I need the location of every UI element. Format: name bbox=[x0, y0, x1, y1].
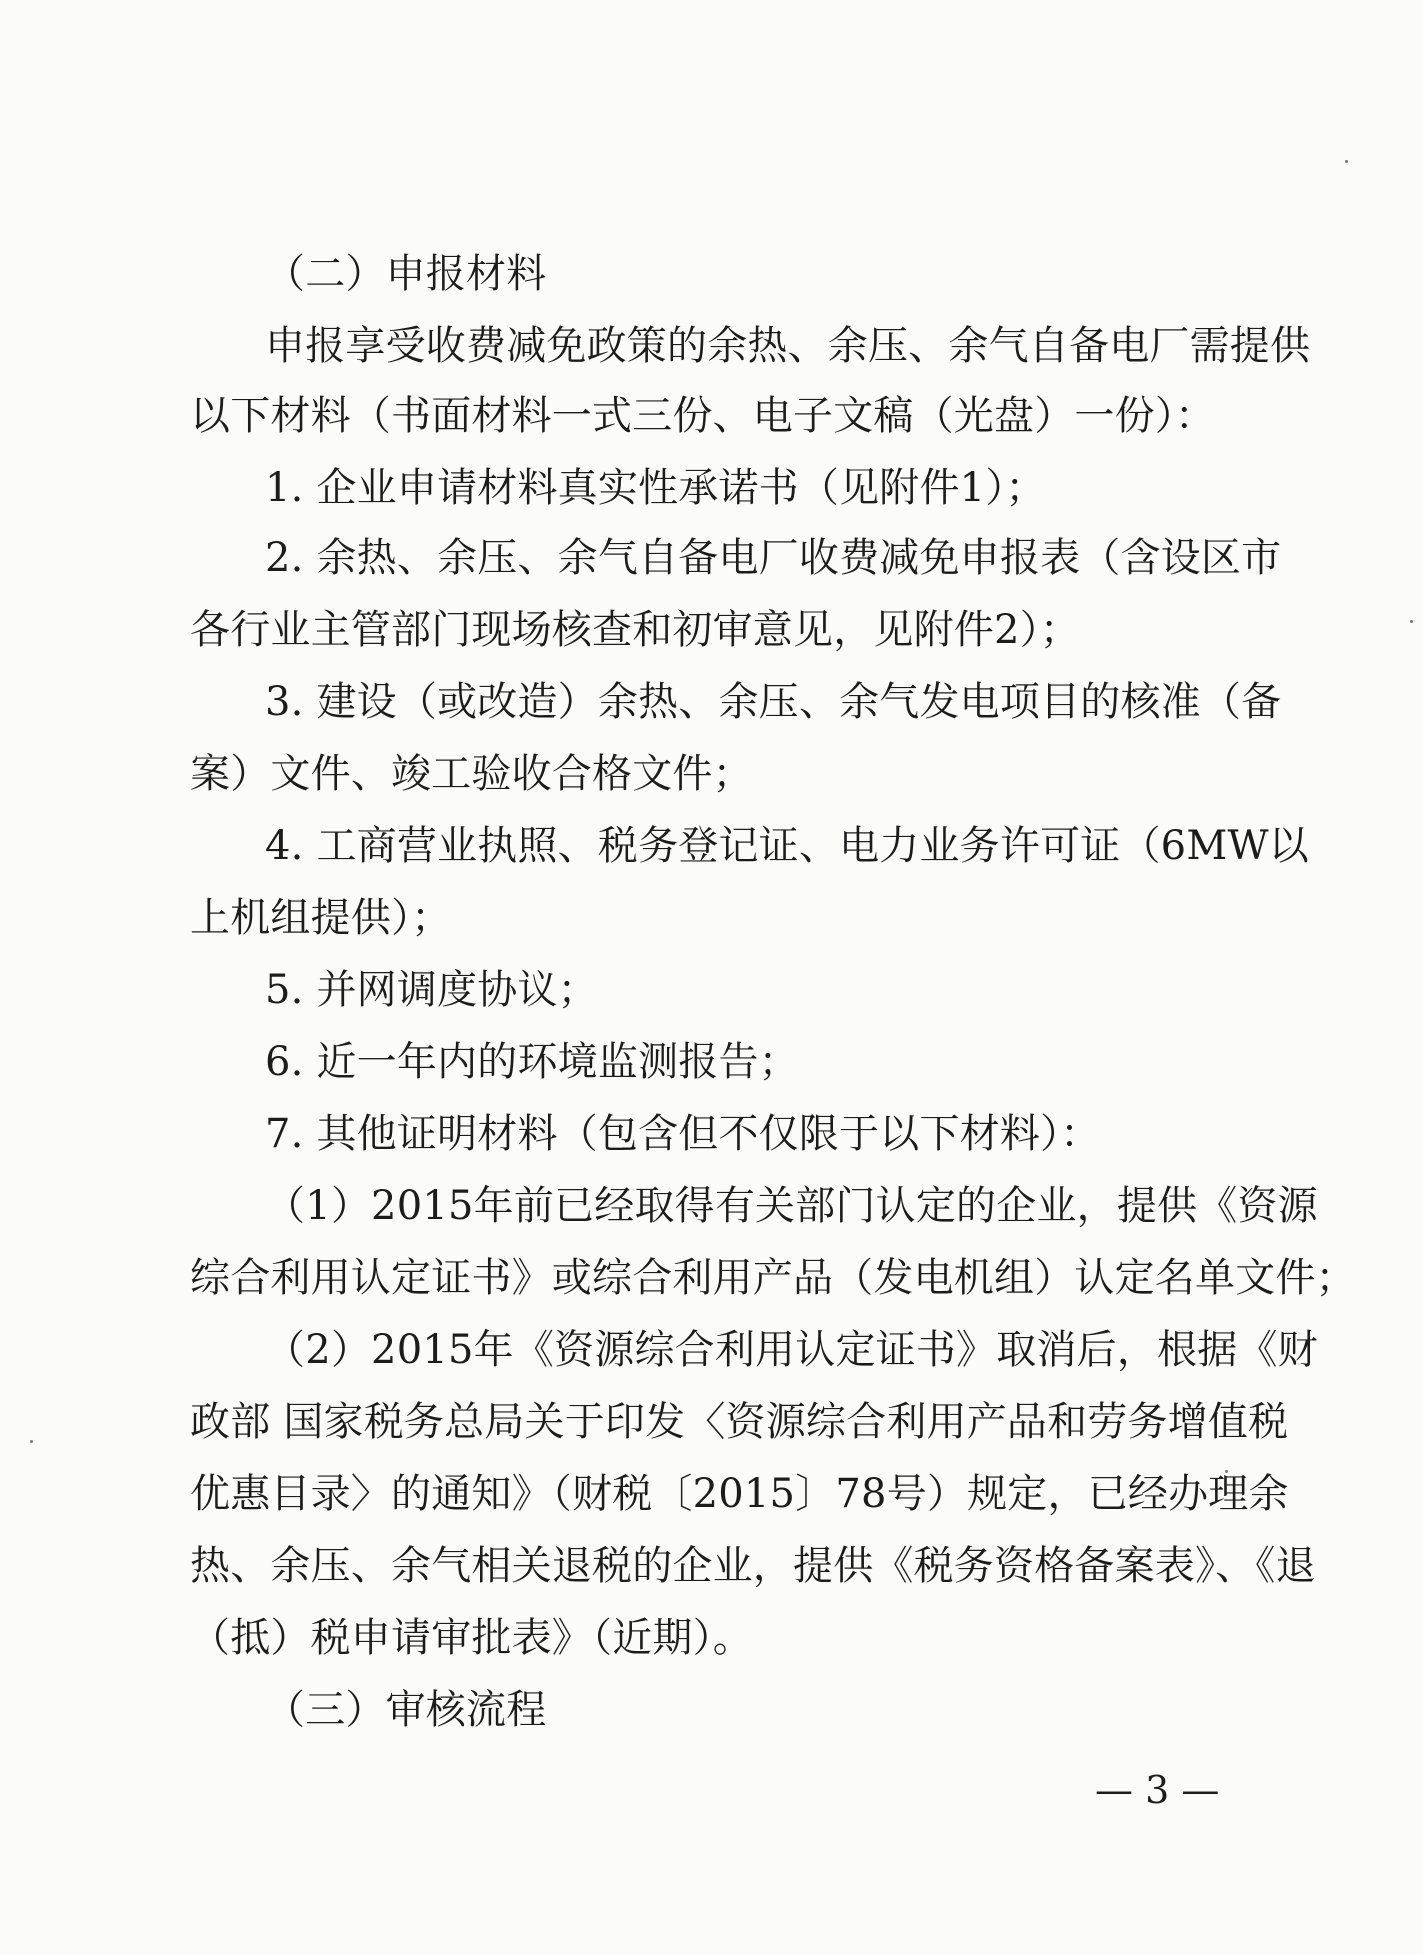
sub-item-2-line-5: （抵）税申请审批表》（近期）。 bbox=[190, 1615, 753, 1661]
page-number: — 3 — bbox=[1095, 1768, 1220, 1812]
intro-line-2: 以下材料（书面材料一式三份、电子文稿（光盘）一份）： bbox=[190, 393, 1216, 439]
list-item-1: 1. 企业申请材料真实性承诺书（见附件1）； bbox=[265, 465, 1046, 511]
scan-speck bbox=[30, 1440, 33, 1443]
scan-speck bbox=[1410, 620, 1413, 623]
list-item-2-line-1: 2. 余热、余压、余气自备电厂收费减免申报表（含设区市 bbox=[265, 535, 1282, 581]
list-item-4-line-1: 4. 工商营业执照、税务登记证、电力业务许可证（6MW以 bbox=[265, 823, 1309, 869]
section-heading-materials: （二）申报材料 bbox=[265, 251, 547, 297]
sub-item-2-line-4: 热、余压、余气相关退税的企业，提供《税务资格备案表》、《退 bbox=[190, 1543, 1316, 1589]
sub-item-1-line-1: （1）2015年前已经取得有关部门认定的企业，提供《资源 bbox=[265, 1183, 1318, 1229]
section-heading-review: （三）审核流程 bbox=[265, 1687, 547, 1733]
intro-line-1: 申报享受收费减免政策的余热、余压、余气自备电厂需提供 bbox=[265, 323, 1311, 369]
list-item-6: 6. 近一年内的环境监测报告； bbox=[265, 1039, 799, 1085]
list-item-7: 7. 其他证明材料（包含但不仅限于以下材料）： bbox=[265, 1111, 1101, 1157]
list-item-3-line-1: 3. 建设（或改造）余热、余压、余气发电项目的核准（备 bbox=[265, 679, 1282, 725]
list-item-2-line-2: 各行业主管部门现场核查和初审意见，见附件2）； bbox=[190, 607, 1081, 653]
list-item-4-line-2: 上机组提供）； bbox=[190, 895, 452, 941]
list-item-3-line-2: 案）文件、竣工验收合格文件； bbox=[190, 751, 753, 797]
list-item-5: 5. 并网调度协议； bbox=[265, 967, 598, 1013]
sub-item-2-line-3: 优惠目录〉的通知》（财税〔2015〕78号）规定，已经办理余 bbox=[190, 1471, 1289, 1517]
sub-item-2-line-1: （2）2015年《资源综合利用认定证书》取消后，根据《财 bbox=[265, 1327, 1318, 1373]
sub-item-1-line-2: 综合利用认定证书》或综合利用产品（发电机组）认定名单文件； bbox=[190, 1255, 1356, 1301]
sub-item-2-line-2: 政部 国家税务总局关于印发〈资源综合利用产品和劳务增值税 bbox=[190, 1399, 1289, 1445]
scan-speck bbox=[1345, 160, 1348, 163]
